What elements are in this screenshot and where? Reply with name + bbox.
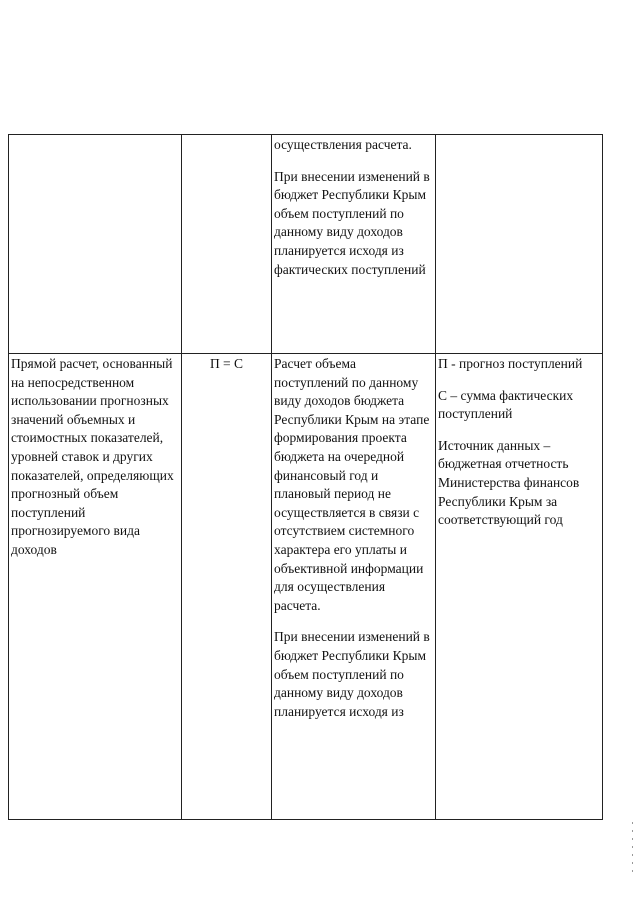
notes-paragraph: П - прогноз поступлений <box>438 356 583 371</box>
cell-description-continued <box>272 135 436 354</box>
methodology-table <box>8 134 603 820</box>
notes-paragraph: С – сумма фактических поступлений <box>438 387 574 422</box>
description-paragraph: При внесении изменений в бюджет Республики Крым объем поступлений по данному виду доходов планируется исходя из фактических поступлений <box>274 168 430 277</box>
scan-artifact <box>630 822 634 882</box>
cell-formula: П = С <box>182 354 272 820</box>
cell-calculation-method: Прямой расчет, основанный на непосредственном использовании прогнозных значений объемных и стоимостных показателей, уровней ставок и других показателей, определяющих прогнозный объем поступлений прогнозируемого вида доходов <box>9 354 182 820</box>
description-paragraph: осуществления расчета. <box>274 137 412 152</box>
cell-formula-empty <box>182 135 272 354</box>
cell-notes-empty <box>436 135 603 354</box>
table-row-continuation <box>9 135 603 354</box>
notes-paragraph: Источник данных – бюджетная отчетность Министерства финансов Республики Крым за соответствующий год <box>438 437 580 528</box>
cell-notes <box>436 354 603 820</box>
table-row-direct-calculation <box>9 354 603 820</box>
cell-description <box>272 354 436 820</box>
cell-method-empty <box>9 135 182 354</box>
description-paragraph: Расчет объема поступлений по данному виду доходов бюджета Республики Крым на этапе формирования проекта бюджета на очередной финансовый год и плановый период не осуществляется в связи с отсутствием системного характера его уплаты и объективной информации для осуществления расчета. <box>274 356 430 613</box>
description-paragraph: При внесении изменений в бюджет Республики Крым объем поступлений по данному виду доходов планируется исходя из <box>274 629 430 719</box>
